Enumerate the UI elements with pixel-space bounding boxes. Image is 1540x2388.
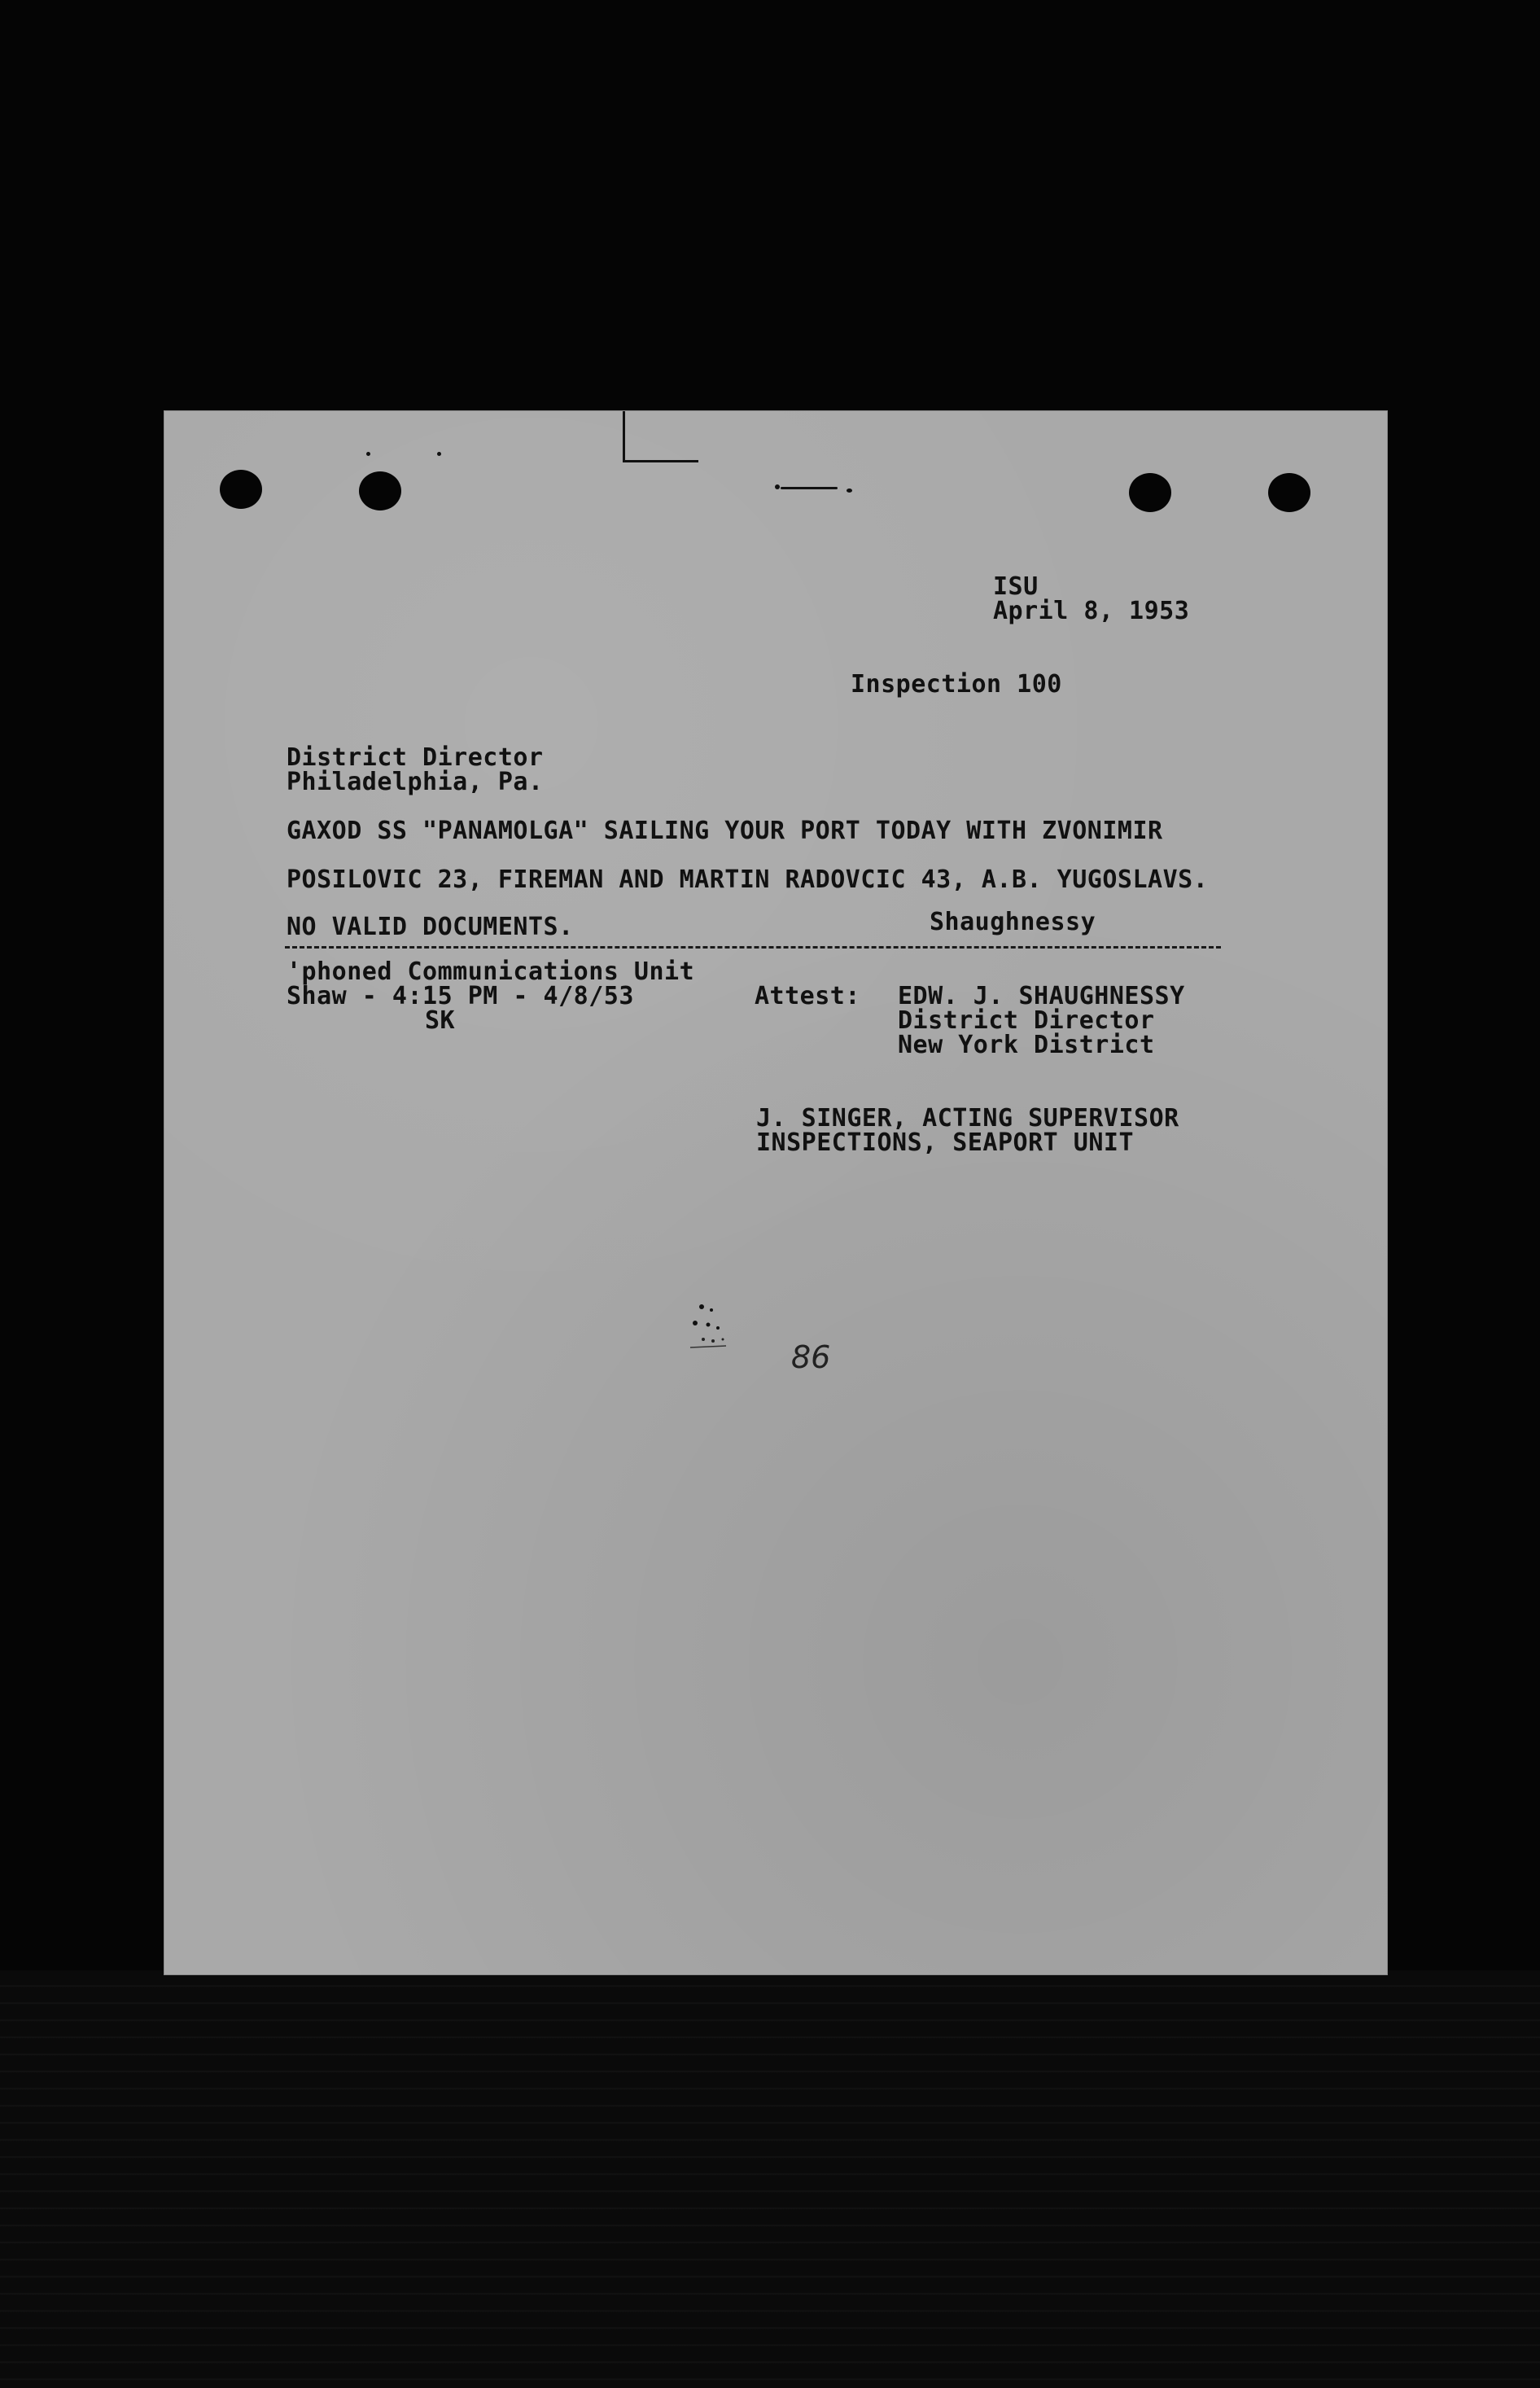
paper-speck — [847, 489, 852, 493]
paper-speck — [775, 484, 780, 489]
attest-district: New York District — [898, 1031, 1155, 1059]
note-line-3: SK — [425, 1006, 456, 1035]
header-date: April 8, 1953 — [993, 597, 1190, 625]
paper-tab-mark — [623, 411, 698, 462]
attest-name: EDW. J. SHAUGHNESSY — [898, 982, 1185, 1010]
page-number: 86 — [791, 1339, 831, 1375]
inspection-reference: Inspection 100 — [851, 670, 1062, 699]
note-line-1: 'phoned Communications Unit — [287, 957, 695, 986]
attest-title: District Director — [898, 1006, 1155, 1035]
note-line-2: Shaw - 4:15 PM - 4/8/53 — [287, 982, 634, 1010]
punch-hole-4 — [1268, 473, 1310, 512]
message-line-2: POSILOVIC 23, FIREMAN AND MARTIN RADOVCIC 43, A.B. YUGOSLAVS. — [287, 865, 1209, 894]
punch-hole-2 — [359, 471, 401, 510]
addressee-title: District Director — [287, 743, 544, 772]
film-background — [0, 1970, 1540, 2388]
ink-smudge-mark — [685, 1299, 750, 1364]
signoff-line-2: INSPECTIONS, SEAPORT UNIT — [756, 1128, 1135, 1157]
message-line-1: GAXOD SS "PANAMOLGA" SAILING YOUR PORT TODAY WITH ZVONIMIR — [287, 817, 1163, 845]
attest-label: Attest: — [755, 982, 860, 1010]
paper-speck — [781, 487, 838, 489]
paper-speck — [366, 452, 370, 456]
message-sender: Shaughnessy — [930, 908, 1096, 936]
punch-hole-3 — [1129, 473, 1171, 512]
document-page — [164, 411, 1387, 1974]
message-line-3: NO VALID DOCUMENTS. — [287, 913, 574, 941]
separator-dashed-line — [285, 946, 1221, 949]
paper-speck — [437, 452, 441, 456]
addressee-location: Philadelphia, Pa. — [287, 768, 544, 796]
signoff-line-1: J. SINGER, ACTING SUPERVISOR — [756, 1104, 1179, 1133]
punch-hole-1 — [220, 470, 262, 509]
header-code: ISU — [993, 572, 1039, 601]
